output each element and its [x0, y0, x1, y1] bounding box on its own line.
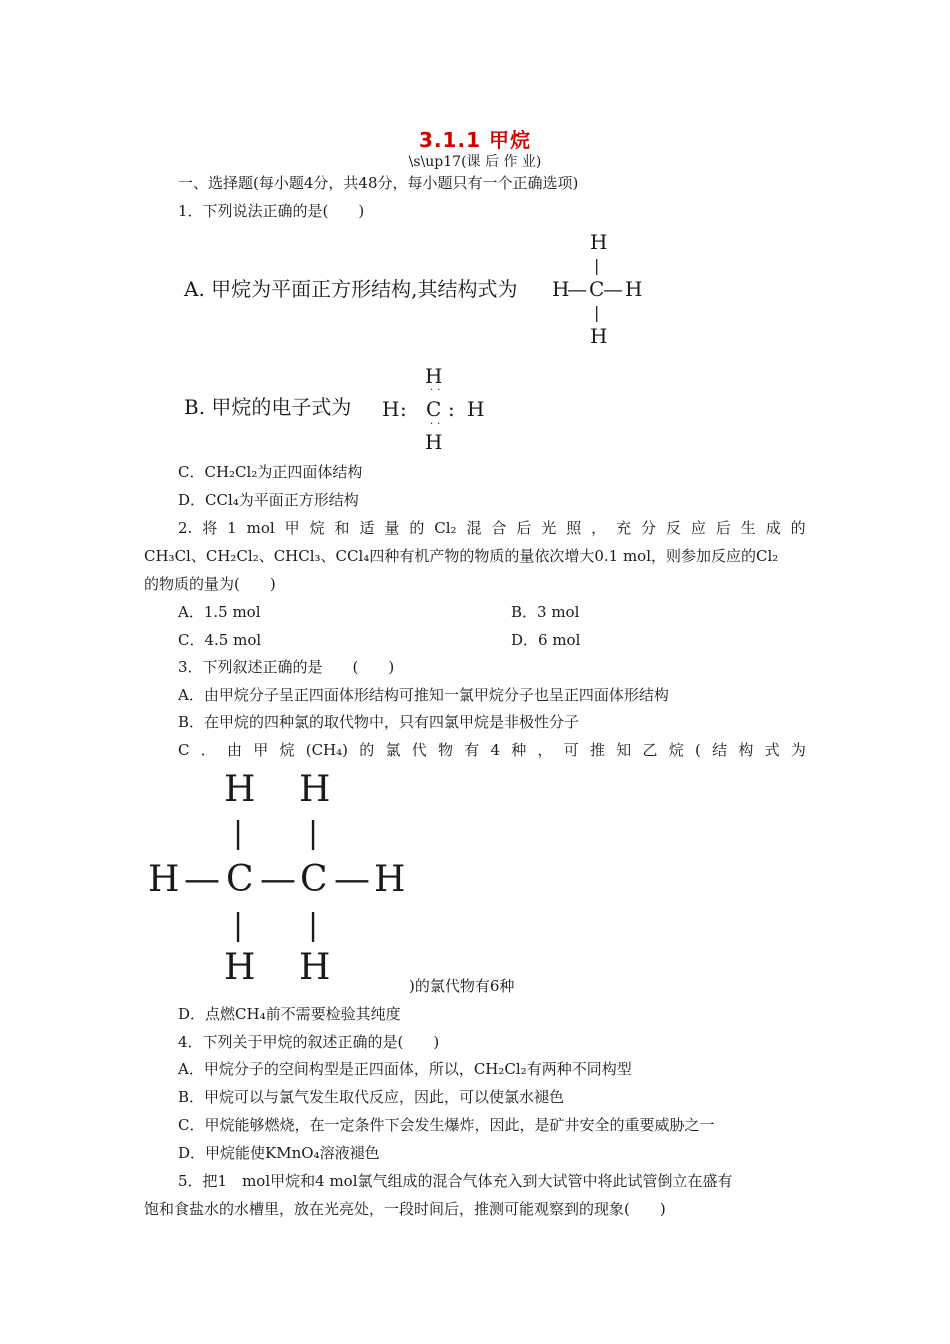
q3-option-d: D．点燃CH₄前不需要检验其纯度 [178, 1005, 401, 1023]
atom-h: H [425, 364, 443, 388]
atom-h: H [224, 769, 256, 810]
word: 的 [409, 519, 425, 537]
atom-h: H [148, 859, 180, 900]
q1-stem: 1．下列说法正确的是( ) [178, 202, 365, 220]
page-title: 3.1.1 甲烷 [419, 128, 531, 152]
word: 可 [563, 741, 579, 759]
word: ， [591, 519, 607, 537]
word: 氯 [385, 741, 401, 759]
word: 后 [715, 519, 731, 537]
q3-stem: 3．下列叙述正确的是 ( ) [178, 658, 395, 676]
bond-vertical: | [594, 256, 600, 275]
word: Cl₂ [434, 519, 457, 537]
atom-h: H [590, 230, 608, 254]
atom-c: C [226, 859, 254, 900]
word: 混 [466, 519, 482, 537]
word: 烷 [668, 741, 684, 759]
word: (CH₄) [305, 741, 348, 759]
atom-h: H [425, 430, 443, 454]
word: 的 [790, 519, 806, 537]
word: 分 [641, 519, 657, 537]
word: 照 [566, 519, 582, 537]
q1-option-d: D．CCl₄为平面正方形结构 [178, 491, 359, 509]
q1-option-a: A. 甲烷为平面正方形结构,其结构式为 [184, 277, 518, 301]
word: 成 [765, 519, 781, 537]
bond-horizontal: — [184, 859, 220, 900]
word: 物 [437, 741, 453, 759]
word: 生 [740, 519, 756, 537]
bond-horizontal: — [603, 277, 623, 301]
word: 反 [665, 519, 681, 537]
word: 量 [384, 519, 400, 537]
bond-horizontal: — [334, 859, 370, 900]
methane-electron-formula [382, 364, 492, 454]
word: 应 [690, 519, 706, 537]
bond-vertical: | [594, 303, 600, 322]
word: 代 [411, 741, 427, 759]
q2-line-1 [178, 518, 806, 538]
q2-option-a: A．1.5 mol [178, 603, 261, 621]
electron-pair: : [400, 397, 407, 421]
word: 种 [511, 741, 527, 759]
q5-line-1: 5．把1 mol甲烷和4 mol氯气组成的混合气体充入到大试管中将此试管倒立在盛有 [178, 1172, 733, 1190]
word: ( [695, 741, 701, 759]
word: 乙 [642, 741, 658, 759]
atom-h: H [299, 947, 331, 988]
ethane-structural-formula [148, 770, 410, 988]
word: 适 [359, 519, 375, 537]
q5-line-2: 饱和食盐水的水槽里，放在光亮处，一段时间后，推测可能观察到的现象( ) [144, 1200, 666, 1218]
electron-dots-top: ·· [430, 385, 445, 396]
q3-option-c [178, 740, 806, 760]
word: 后 [516, 519, 532, 537]
page-subtitle: \s\up17(课 后 作 业) [408, 154, 542, 170]
atom-h: H [374, 859, 406, 900]
word: 甲 [284, 519, 300, 537]
atom-h: H [224, 947, 256, 988]
q1-option-b: B. 甲烷的电子式为 [184, 395, 352, 419]
q4-option-d: D．甲烷能使KMnO₄溶液褪色 [178, 1144, 380, 1162]
bond-vertical: | [308, 908, 319, 943]
word: 甲 [253, 741, 269, 759]
bond-horizontal: — [260, 859, 296, 900]
atom-c: C [426, 397, 442, 421]
word: 和 [334, 519, 350, 537]
word: 2. [178, 519, 193, 537]
q2-line-3: 的物质的量为( ) [144, 575, 276, 593]
bond-vertical: | [233, 908, 244, 943]
word: 知 [616, 741, 632, 759]
word: C [178, 741, 190, 759]
word: 为 [790, 741, 806, 759]
word: 充 [616, 519, 632, 537]
q2-option-d: D．6 mol [511, 631, 581, 649]
word: 结 [712, 741, 728, 759]
q4-option-b: B．甲烷可以与氯气发生取代反应，因此，可以使氯水褪色 [178, 1088, 565, 1106]
bond-horizontal: — [567, 277, 587, 301]
word: 合 [491, 519, 507, 537]
atom-h: H [552, 277, 570, 301]
q2-option-c: C．4.5 mol [178, 631, 262, 649]
atom-c: C [589, 277, 605, 301]
q3-option-b: B．在甲烷的四种氯的取代物中，只有四氯甲烷是非极性分子 [178, 713, 580, 731]
electron-pair: : [448, 397, 455, 421]
word: 式 [764, 741, 780, 759]
word: ． [200, 741, 216, 759]
atom-h: H [590, 324, 608, 348]
word: mol [246, 519, 275, 537]
bond-vertical: | [308, 816, 319, 851]
bond-vertical: | [233, 816, 244, 851]
section-heading: 一、选择题(每小题4分，共48分，每小题只有一个正确选项) [178, 174, 579, 192]
atom-h: H [299, 769, 331, 810]
q2-option-b: B．3 mol [511, 603, 580, 621]
atom-c: C [300, 859, 328, 900]
word: 烷 [309, 519, 325, 537]
electron-dots-bottom: ·· [430, 419, 445, 430]
atom-h: H [625, 277, 643, 301]
q4-option-c: C．甲烷能够燃烧，在一定条件下会发生爆炸，因此，是矿井安全的重要威胁之一 [178, 1116, 715, 1134]
q4-stem: 4．下列关于甲烷的叙述正确的是( ) [178, 1033, 440, 1051]
word: 4 [490, 741, 501, 759]
word: 推 [590, 741, 606, 759]
atom-h: H [467, 397, 485, 421]
word: 构 [738, 741, 754, 759]
q4-option-a: A．甲烷分子的空间构型是正四面体，所以，CH₂Cl₂有两种不同构型 [178, 1060, 632, 1078]
word: 烷 [279, 741, 295, 759]
q2-line-2: CH₃Cl、CH₂Cl₂、CHCl₃、CCl₄四种有机产物的物质的量依次增大0.1 mol，则参加反应的Cl₂ [144, 547, 779, 565]
word: 有 [464, 741, 480, 759]
word: 将 [202, 519, 218, 537]
word: 1 [227, 519, 237, 537]
methane-structural-formula [550, 232, 650, 347]
q1-option-c: C．CH₂Cl₂为正四面体结构 [178, 463, 363, 481]
word: ， [537, 741, 553, 759]
q3-option-c-tail: )的氯代物有6种 [409, 977, 515, 995]
word: 的 [359, 741, 375, 759]
q3-option-a: A．由甲烷分子呈正四面体形结构可推知一氯甲烷分子也呈正四面体形结构 [178, 686, 669, 704]
atom-h: H [382, 397, 400, 421]
word: 光 [541, 519, 557, 537]
word: 由 [226, 741, 242, 759]
